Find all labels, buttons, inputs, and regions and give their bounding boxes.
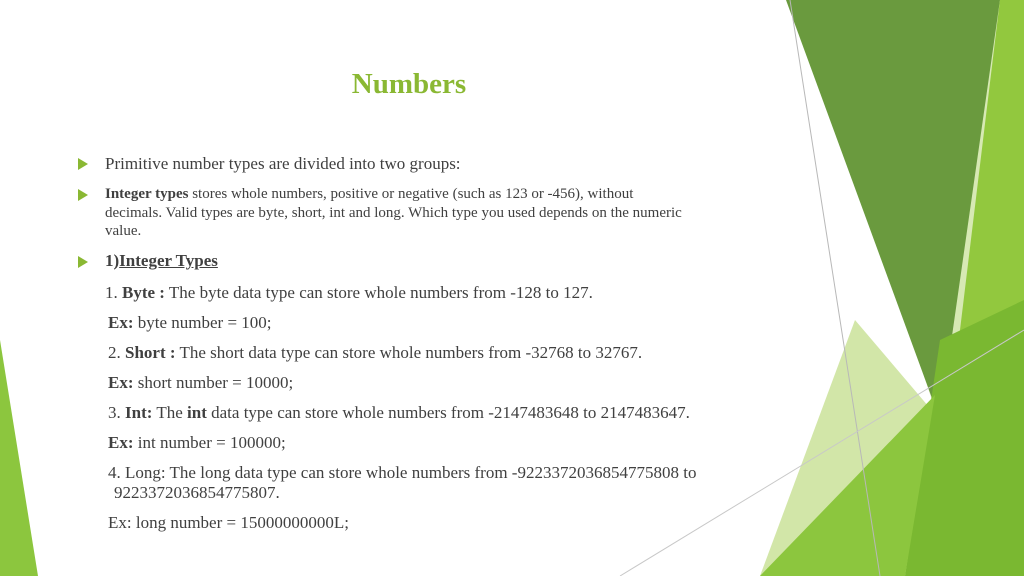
byte-bold: Byte :	[122, 283, 165, 302]
long-line-1: 4. Long: The long data type can store whole numbers from -9223372036854775808 to	[108, 463, 697, 482]
int-text: data type can store whole numbers from -2147483648 to 2147483647.	[206, 403, 690, 422]
bullet-arrow-icon	[78, 158, 88, 170]
short-ex-label: Ex:	[108, 373, 134, 392]
int-ex-label: Ex:	[108, 433, 134, 452]
section-heading	[105, 251, 218, 271]
int-pre: The	[152, 403, 188, 422]
section-heading-prefix: 1)	[105, 251, 120, 270]
int-bold-2: int	[187, 403, 207, 422]
byte-example	[108, 313, 272, 333]
int-ex-text: int number = 100000;	[133, 433, 286, 452]
bullet-arrow-icon	[78, 256, 88, 268]
integer-types-bold: Integer types	[105, 186, 189, 202]
short-text: The short data type can store whole numbers from -32768 to 32767.	[175, 343, 643, 362]
byte-ex-text: byte number = 100;	[133, 313, 272, 332]
byte-ex-label: Ex:	[108, 313, 134, 332]
intro-text: Primitive number types are divided into two groups:	[105, 154, 461, 173]
int-num: 3.	[108, 403, 125, 422]
integer-types-line-3: value.	[105, 223, 142, 239]
integer-types-line-2: decimals. Valid types are byte, short, int and long. Which type you used depends on the numeric	[105, 205, 682, 221]
integer-types-text-1: stores whole numbers, positive or negative (such as 123 or -456), without	[188, 186, 634, 202]
slide-title: Numbers	[351, 68, 467, 100]
short-ex-text: short number = 10000;	[133, 373, 294, 392]
long-example: Ex: long number = 15000000000L;	[108, 513, 349, 532]
int-bold: Int:	[125, 403, 153, 422]
byte-text: The byte data type can store whole numbers from -128 to 127.	[164, 283, 593, 302]
bullet-arrow-icon	[78, 189, 88, 201]
byte-line	[105, 283, 593, 303]
left-green-sliver	[0, 340, 38, 576]
short-bold: Short :	[125, 343, 176, 362]
long-line-2: 9223372036854775807.	[114, 483, 280, 502]
short-num: 2.	[108, 343, 125, 362]
integer-types-line-1	[105, 185, 633, 203]
short-line	[108, 343, 642, 363]
short-example	[108, 373, 293, 393]
int-line	[108, 403, 690, 423]
byte-num: 1.	[105, 283, 122, 302]
int-example	[108, 433, 286, 453]
section-heading-label: Integer Types	[119, 251, 218, 270]
